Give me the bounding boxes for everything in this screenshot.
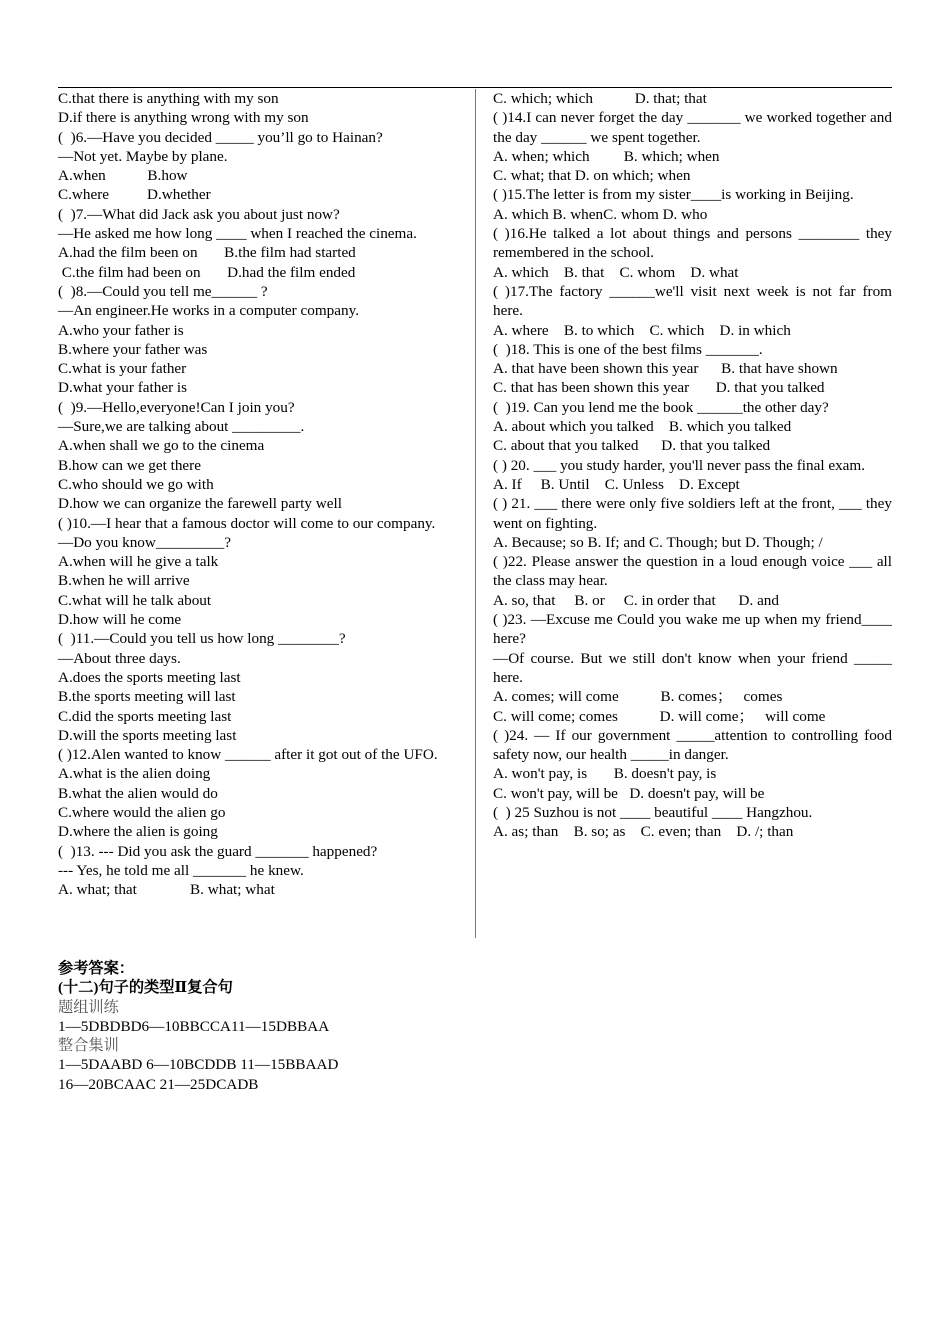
question-line: ( )11.—Could you tell us how long ________? (58, 630, 346, 648)
question-line: ( )6.—Have you decided _____ you’ll go to Hainan? (58, 128, 383, 146)
question-line: —He asked me how long ____ when I reached the cinema. (58, 225, 417, 243)
question-line: C.who should we go with (58, 475, 214, 493)
question-line: —About three days. (58, 649, 181, 667)
question-line: C.that there is anything with my son (58, 90, 279, 107)
question-line: A. what; that B. what; what (58, 881, 275, 899)
question-line: B.where your father was (58, 340, 208, 358)
question-line: C.what is your father (58, 360, 187, 378)
left-column (58, 89, 457, 899)
question-line: ( ) 21. ___ there were only five soldiers left at the front, ___ they went on fighting. (493, 495, 892, 532)
question-line: B.what the alien would do (58, 784, 218, 802)
answer-key (58, 959, 558, 1094)
answer-section-title: (十二)句子的类型Ⅱ复合句 (58, 979, 233, 997)
question-line: A.what is the alien doing (58, 765, 211, 783)
question-line: C. about that you talked D. that you talked (493, 437, 771, 455)
question-line: D.how will he come (58, 611, 182, 629)
question-line: A. as; than B. so; as C. even; than D. /; than (493, 823, 794, 841)
question-line: A. which B. whenC. whom D. who (493, 205, 708, 223)
question-line: A. If B. Until C. Unless D. Except (493, 475, 740, 493)
question-line: A. won't pay, is B. doesn't pay, is (493, 765, 717, 783)
question-line: C. what; that D. on which; when (493, 167, 691, 185)
answer-part2-label: 整合集训 (58, 1037, 119, 1055)
question-line: A.does the sports meeting last (58, 668, 241, 686)
question-line: A.had the film been on B.the film had started (58, 244, 356, 262)
question-line: ( )19. Can you lend me the book ______the other day? (493, 398, 829, 416)
question-line: ( )17.The factory ______we'll visit next week is not far from here. (493, 282, 892, 320)
question-line: A. where B. to which C. which D. in which (493, 321, 791, 339)
question-line: A.when B.how (58, 167, 188, 185)
question-line: ( )15.The letter is from my sister____is working in Beijing. (493, 186, 854, 204)
question-line: A. which B. that C. whom D. what (493, 263, 739, 281)
question-line: D.what your father is (58, 379, 188, 397)
question-line: —Sure,we are talking about _________. (58, 418, 305, 436)
answer-part1-label: 题组训练 (58, 998, 119, 1016)
question-line: ( ) 20. ___ you study harder, you'll never pass the final exam. (493, 456, 866, 474)
question-line: A.when shall we go to the cinema (58, 437, 265, 455)
question-line: A.when will he give a talk (58, 553, 219, 571)
question-line: C.where would the alien go (58, 803, 226, 821)
question-line: ( )13. --- Did you ask the guard _______ happened? (58, 842, 378, 860)
question-line: C.the film had been on D.had the film ended (58, 263, 356, 281)
question-line: —Of course. But we still don't know when your friend _____ here. (493, 649, 892, 686)
question-line: D.where the alien is going (58, 823, 218, 841)
question-line: C.where D.whether (58, 186, 211, 204)
question-line: —Do you know_________? (58, 533, 231, 551)
question-line: ( ) 25 Suzhou is not ____ beautiful ____ Hangzhou. (493, 803, 813, 821)
question-line: C. which; which D. that; that (493, 90, 707, 107)
answer-part1-answers: 1—5DBDBD6—10BBCCA11—15DBBAA (58, 1017, 330, 1035)
question-line: A. that have been shown this year B. that have shown (493, 360, 838, 378)
question-line: ( )12.Alen wanted to know ______ after it got out of the UFO. (58, 746, 438, 764)
question-line: A. about which you talked B. which you talked (493, 418, 792, 436)
question-line: ( )7.—What did Jack ask you about just now? (58, 205, 340, 223)
question-line: A. comes; will come B. comes； comes (493, 688, 783, 706)
answer-heading: 参考答案： (58, 960, 134, 977)
question-line: D.how we can organize the farewell party well (58, 495, 342, 513)
top-rule (58, 87, 892, 88)
question-line: A.who your father is (58, 321, 184, 339)
question-line: —Not yet. Maybe by plane. (58, 147, 228, 165)
question-line: A. so, that B. or C. in order that D. and (493, 591, 779, 609)
column-divider (475, 89, 476, 938)
question-line: ( )16.He talked a lot about things and persons ________ they remembered in the school. (493, 225, 892, 262)
question-line: C. won't pay, will be D. doesn't pay, will be (493, 784, 765, 802)
question-line: ( )23. —Excuse me Could you wake me up when my friend____ here? (493, 611, 892, 648)
right-column (493, 89, 892, 842)
question-line: ( )8.—Could you tell me______ ? (58, 282, 268, 300)
question-line: —An engineer.He works in a computer company. (58, 302, 359, 320)
question-line: ( )14.I can never forget the day _______ we worked together and the day ______ we spent together. (493, 109, 892, 146)
question-line: C. will come; comes D. will come； will come (493, 707, 826, 725)
question-line: B.the sports meeting will last (58, 688, 236, 706)
question-line: --- Yes, he told me all _______ he knew. (58, 861, 304, 879)
answer-part2-line1: 1—5DAABD 6—10BCDDB 11—15BBAAD (58, 1056, 339, 1074)
question-line: B.when he will arrive (58, 572, 190, 590)
question-line: A. Because; so B. If; and C. Though; but D. Though; / (493, 533, 823, 551)
question-line: ( )24. — If our government _____attention to controlling food safety now, our health _____in danger. (493, 726, 892, 764)
question-line: D.if there is anything wrong with my son (58, 109, 309, 127)
question-line: ( )9.—Hello,everyone!Can I join you? (58, 398, 295, 416)
question-line: ( )10.—I hear that a famous doctor will come to our company. (58, 514, 436, 532)
question-line: A. when; which B. which; when (493, 147, 720, 165)
question-line: C.what will he talk about (58, 591, 212, 609)
answer-part2-line2: 16—20BCAAC 21—25DCADB (58, 1075, 259, 1093)
question-line: D.will the sports meeting last (58, 726, 237, 744)
question-line: C.did the sports meeting last (58, 707, 232, 725)
question-line: B.how can we get there (58, 456, 201, 474)
question-line: ( )18. This is one of the best films _______. (493, 340, 763, 358)
question-line: C. that has been shown this year D. that you talked (493, 379, 825, 397)
question-line: ( )22. Please answer the question in a loud enough voice ___ all the class may hear. (493, 553, 892, 590)
